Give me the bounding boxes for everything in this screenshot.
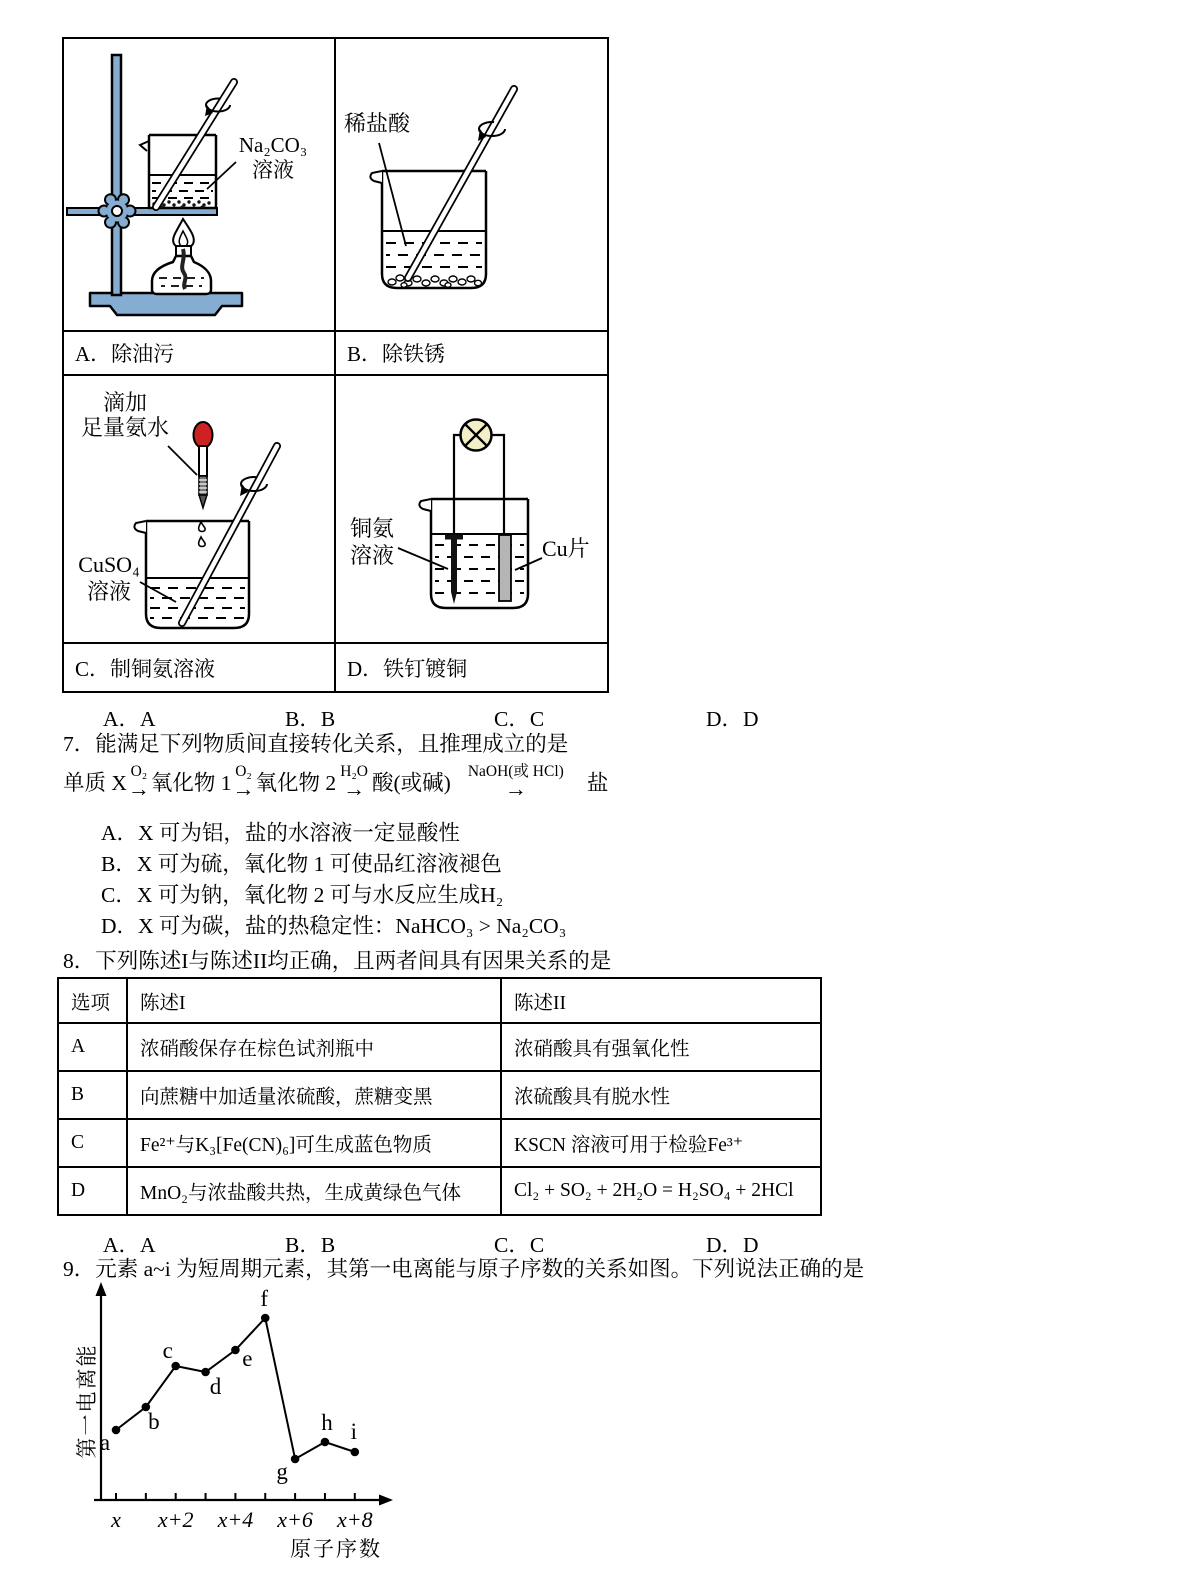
flame-icon (173, 219, 194, 248)
svg-text:x+4: x+4 (217, 1507, 254, 1532)
q7-option-a: A．X 可为铝，盐的水溶液一定显酸性 (101, 821, 460, 845)
chart-y-axis-label: 第一电离能 (75, 1343, 99, 1459)
alcohol-lamp-icon (152, 246, 211, 294)
caption-text: C．制铜氨溶液 (75, 656, 216, 681)
header-option: 选项 (58, 978, 127, 1023)
q8-stem: 8．下列陈述I与陈述II均正确，且两者间具有因果关系的是 (63, 949, 612, 973)
beaker-spout (419, 499, 431, 511)
q7-stem: 7．能满足下列物质间直接转化关系，且推理成立的是 (63, 732, 569, 756)
chain-arrow-4: NaOH(或 HCl) → (467, 763, 564, 801)
row-key: C (58, 1119, 127, 1167)
chain-seg-3: 氧化物 2 (255, 771, 337, 795)
apparatus-grid (62, 37, 609, 693)
answer-option-d: D．D (706, 1233, 759, 1257)
answer-option-b: B．B (285, 1233, 336, 1257)
table-row (58, 1119, 821, 1167)
liquid-drops (199, 522, 206, 547)
beaker-spout (140, 141, 149, 151)
q7-option-b: B．X 可为硫，氧化物 1 可使品红溶液褪色 (101, 852, 502, 876)
svg-text:x+2: x+2 (157, 1507, 194, 1532)
lamp-icon (461, 420, 492, 451)
beaker-spout (370, 171, 382, 183)
beaker-spout (134, 521, 146, 533)
apparatus-b-caption (336, 332, 607, 376)
svg-text:f: f (260, 1286, 269, 1311)
svg-text:g: g (276, 1459, 288, 1484)
reagent-label-ammonia: 滴加 足量氨水 (80, 390, 169, 440)
row-statement2: Cl₂ + SO₂ + 2H₂O = H₂SO₄ + 2HCl (501, 1167, 821, 1215)
svg-text:x: x (111, 1507, 121, 1532)
row-statement1: MnO₂与浓盐酸共热，生成黄绿色气体 (127, 1167, 501, 1215)
row-statement2: 浓硝酸具有强氧化性 (501, 1023, 821, 1071)
iron-stand-heating-icon (64, 39, 335, 331)
reagent-label-hcl: 稀盐酸 (344, 111, 411, 136)
svg-text:a: a (99, 1430, 111, 1455)
svg-text:c: c (162, 1338, 173, 1363)
svg-text:x+6: x+6 (277, 1507, 313, 1532)
apparatus-d-caption (336, 644, 607, 691)
q7-option-d: D．X 可为碳，盐的热稳定性：NaHCO₃ > Na₂CO₃ (101, 914, 567, 938)
q7-option-c: C．X 可为钠，氧化物 2 可与水反应生成H₂ (101, 883, 504, 907)
answer-row-2 (0, 1228, 1190, 1257)
table-row (58, 1023, 821, 1071)
answer-row-1 (0, 702, 1190, 731)
caption-text: B．除铁锈 (347, 342, 446, 366)
row-key: D (58, 1167, 127, 1215)
apparatus-c-caption (64, 644, 336, 691)
table-header-row (58, 978, 821, 1023)
row-key: A (58, 1023, 127, 1071)
q7-conversion-chain (63, 763, 609, 801)
answer-option-c: C．C (494, 707, 545, 731)
table-row (58, 1167, 821, 1215)
svg-text:i: i (350, 1419, 357, 1444)
chain-seg-1: 单质 X (63, 771, 127, 795)
svg-text:b: b (148, 1409, 160, 1434)
caption-text: A．除油污 (75, 342, 175, 366)
row-statement2: 浓硫酸具有脱水性 (501, 1071, 821, 1119)
table-row (58, 1071, 821, 1119)
svg-text:e: e (242, 1346, 253, 1371)
svg-text:x+8: x+8 (336, 1507, 373, 1532)
chain-seg-2: 氧化物 1 (150, 771, 232, 795)
answer-option-a: A．A (103, 707, 156, 731)
reagent-label-cuso4: CuSO₄ 溶液 (78, 552, 140, 604)
wire-right (491, 435, 504, 535)
dropper-icon (194, 422, 213, 508)
caption-text: D．铁钉镀铜 (347, 656, 468, 681)
q8-table (57, 977, 822, 1216)
q7-options (101, 818, 566, 942)
svg-text:d: d (209, 1374, 222, 1399)
apparatus-b-diagram (336, 39, 607, 332)
row-statement2: KSCN 溶液可用于检验Fe³⁺ (501, 1119, 821, 1167)
copper-sheet-label: Cu片 (542, 536, 590, 561)
chain-seg-5: 盐 (586, 771, 609, 795)
chart-x-axis-label: 原子序数 (290, 1537, 382, 1561)
row-statement1: 向蔗糖中加适量浓硫酸，蔗糖变黑 (127, 1071, 501, 1119)
q9-stem: 9．元素 a~i 为短周期元素，其第一电离能与原子序数的关系如图。下列说法正确的是 (63, 1257, 865, 1281)
apparatus-a-caption (64, 332, 336, 376)
chain-arrow-3: H₂O → (340, 763, 368, 801)
answer-option-a: A．A (103, 1233, 156, 1257)
row-statement1: Fe²⁺与K₃[Fe(CN)₆]可生成蓝色物质 (127, 1119, 501, 1167)
answer-option-b: B．B (285, 707, 336, 731)
apparatus-c-diagram (64, 376, 336, 644)
answer-option-c: C．C (494, 1233, 545, 1257)
acid-beaker-icon (336, 39, 606, 331)
apparatus-a-diagram (64, 39, 336, 332)
row-key: B (58, 1071, 127, 1119)
copper-strip (499, 535, 511, 601)
header-statement2: 陈述II (501, 978, 821, 1023)
electroplating-cell-icon (336, 376, 606, 643)
header-statement1: 陈述I (127, 978, 501, 1023)
svg-text:h: h (321, 1410, 333, 1435)
answer-option-d: D．D (706, 707, 759, 731)
wire-left (454, 435, 461, 535)
row-statement1: 浓硝酸保存在棕色试剂瓶中 (127, 1023, 501, 1071)
chain-arrow-2: O₂ → (232, 763, 255, 801)
chain-arrow-1: O₂ → (127, 763, 150, 801)
reagent-label-na2co3: Na₂CO₃ 溶液 (238, 133, 308, 182)
apparatus-d-diagram (336, 376, 607, 644)
solution-label-cupric-ammonia: 铜氨 溶液 (349, 516, 394, 568)
chain-seg-4: 酸(或碱) (371, 771, 451, 795)
